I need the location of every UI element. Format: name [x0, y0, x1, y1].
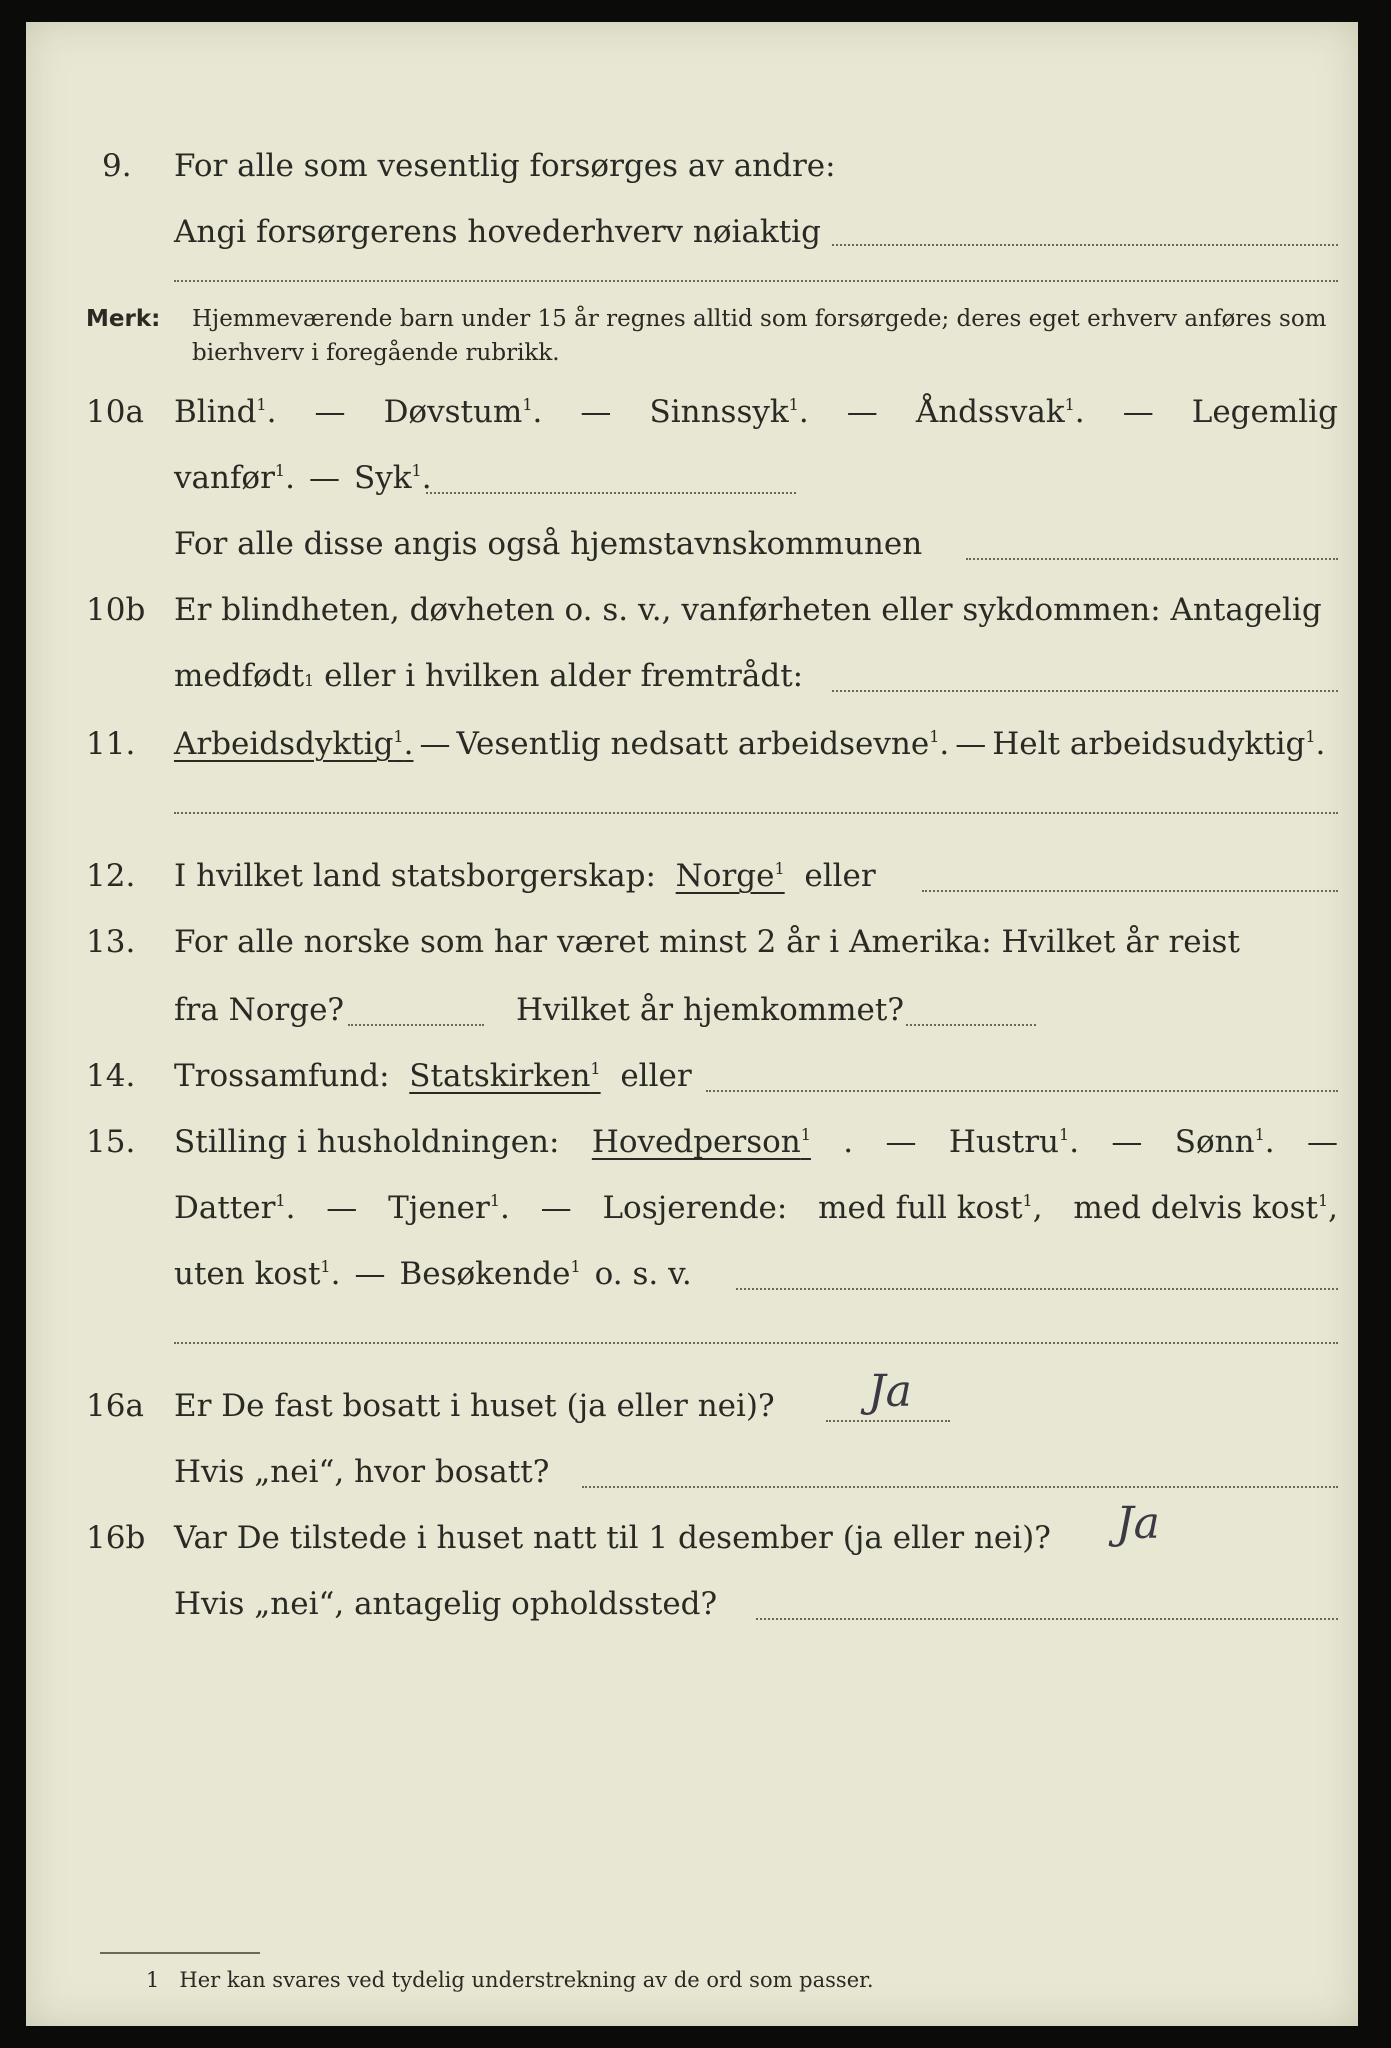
- answer-line[interactable]: [832, 690, 1338, 692]
- question-text: Er De fast bosatt i huset (ja eller nei)?: [174, 1388, 775, 1424]
- question-number: 12.: [86, 858, 136, 894]
- answer-line[interactable]: [582, 1486, 1338, 1488]
- question-13-line2: [26, 988, 1358, 1032]
- question-16a-line1: [26, 1384, 1358, 1428]
- question-number: 13.: [86, 924, 136, 960]
- question-text: Trossamfund: Statskirken$^1$ eller: [174, 1054, 692, 1098]
- option-dovstum[interactable]: Døvstum$^1$.: [383, 394, 543, 430]
- option-med-full-kost[interactable]: med full kost$^1$,: [818, 1190, 1043, 1226]
- option-arbeidsdyktig[interactable]: Arbeidsdyktig$^1$.: [174, 726, 414, 762]
- question-10a-line1: [26, 390, 1358, 434]
- option-med-delvis-kost[interactable]: med delvis kost$^1$,: [1073, 1190, 1338, 1226]
- question-options: Blind$^1$. — Døvstum$^1$. — Sinnssyk$^1$. — Åndssvak$^1$. — Legemlig: [174, 390, 1338, 434]
- option-norge[interactable]: Norge$^1$: [675, 858, 785, 894]
- question-text: For alle som vesentlig forsørges av andre:: [174, 148, 836, 184]
- merk-label: Merk:: [86, 306, 161, 332]
- question-13-line1: [26, 920, 1358, 964]
- question-options: uten kost$^1$. — Besøkende$^1$ o. s. v.: [174, 1252, 692, 1296]
- option-besokende[interactable]: Besøkende$^1$: [399, 1256, 581, 1292]
- option-statskirken[interactable]: Statskirken$^1$: [409, 1058, 601, 1094]
- question-15-line1: [26, 1120, 1358, 1164]
- question-9-line1: [26, 144, 1358, 188]
- option-blind[interactable]: Blind$^1$.: [174, 394, 277, 430]
- question-text: Er blindheten, døvheten o. s. v., vanførheten eller sykdommen: Antagelig: [174, 592, 1322, 628]
- question-number: 10a: [86, 394, 144, 430]
- question-text: Hvis „nei“, antagelig opholdssted?: [174, 1586, 718, 1622]
- option-datter[interactable]: Datter$^1$.: [174, 1190, 296, 1226]
- option-tjener[interactable]: Tjener$^1$.: [388, 1190, 510, 1226]
- question-options: Datter$^1$. — Tjener$^1$. — Losjerende: med full kost$^1$, med delvis kost$^1$,: [174, 1186, 1338, 1230]
- answer-line[interactable]: [348, 1024, 484, 1026]
- merk-note: [86, 302, 1346, 366]
- option-sonn[interactable]: Sønn$^1$.: [1174, 1124, 1275, 1160]
- answer-line[interactable]: [756, 1618, 1338, 1620]
- question-number: 16a: [86, 1388, 144, 1424]
- footnote-rule: [100, 1952, 260, 1954]
- question-text: Angi forsørgerens hovederhverv nøiaktig: [174, 214, 821, 250]
- option-vesentlig-nedsatt[interactable]: Vesentlig nedsatt arbeidsevne$^1$.: [456, 726, 950, 762]
- answer-line[interactable]: [826, 1420, 950, 1422]
- option-sinnssyk[interactable]: Sinnssyk$^1$.: [649, 394, 809, 430]
- question-10b-line1: [26, 588, 1358, 632]
- question-15-line2: [26, 1186, 1358, 1230]
- question-options: vanfør$^1$. — Syk$^1$.: [174, 456, 432, 500]
- answer-line[interactable]: [736, 1288, 1338, 1290]
- option-hovedperson[interactable]: Hovedperson$^1$: [591, 1124, 811, 1160]
- question-text: For alle norske som har været minst 2 år i Amerika: Hvilket år reist: [174, 924, 1240, 960]
- question-text: Hvilket år hjemkommet?: [516, 992, 904, 1028]
- question-number: 14.: [86, 1058, 136, 1094]
- question-number: 10b: [86, 592, 146, 628]
- footnote-text: Her kan svares ved tydelig understrekning av de ord som passer.: [179, 1968, 874, 1992]
- question-number: 9.: [102, 148, 132, 184]
- answer-line[interactable]: [832, 244, 1338, 246]
- question-number: 16b: [86, 1520, 146, 1556]
- option-syk[interactable]: Syk$^1$.: [353, 460, 432, 496]
- handwritten-answer-16b[interactable]: Ja: [1116, 1498, 1160, 1549]
- footnote: [146, 1968, 874, 1992]
- answer-line[interactable]: [174, 812, 1338, 814]
- question-number: 15.: [86, 1124, 136, 1160]
- answer-line[interactable]: [966, 558, 1338, 560]
- question-number: 11.: [86, 726, 136, 762]
- answer-line[interactable]: [706, 1090, 1338, 1092]
- answer-line[interactable]: [174, 280, 1338, 282]
- answer-line[interactable]: [906, 1024, 1036, 1026]
- option-helt-arbeidsudyktig[interactable]: Helt arbeidsudyktig$^1$.: [992, 726, 1326, 762]
- form-page: [26, 22, 1358, 2026]
- answer-line[interactable]: [426, 492, 796, 494]
- footnote-marker: 1: [146, 1968, 160, 1992]
- option-andssvak[interactable]: Åndssvak$^1$.: [915, 394, 1085, 430]
- handwritten-answer-16a[interactable]: Ja: [868, 1366, 912, 1417]
- option-vanfor[interactable]: vanfør$^1$.: [174, 460, 295, 496]
- question-text: medfødt 1 eller i hvilken alder fremtrådt:: [174, 658, 804, 694]
- option-legemlig[interactable]: Legemlig: [1191, 394, 1338, 430]
- question-9-line2: [26, 210, 1358, 254]
- merk-text: Hjemmeværende barn under 15 år regnes alltid som forsørgede; deres eget erhverv anføres som bierhverv i foregående rubrikk.: [192, 306, 1327, 366]
- question-text: I hvilket land statsborgerskap: Norge$^1$ eller: [174, 854, 876, 898]
- question-text: fra Norge?: [174, 992, 345, 1028]
- question-text: Hvis „nei“, hvor bosatt?: [174, 1454, 550, 1490]
- answer-line[interactable]: [922, 890, 1338, 892]
- question-text: For alle disse angis også hjemstavnskommunen: [174, 526, 923, 562]
- question-options: Stilling i husholdningen: Hovedperson$^1$ . — Hustru$^1$. — Sønn$^1$. —: [174, 1120, 1338, 1164]
- question-options: Arbeidsdyktig$^1$. — Vesentlig nedsatt arbeidsevne$^1$. — Helt arbeidsudyktig$^1$.: [174, 722, 1325, 766]
- option-hustru[interactable]: Hustru$^1$.: [948, 1124, 1080, 1160]
- option-uten-kost[interactable]: uten kost$^1$.: [174, 1256, 341, 1292]
- question-text: Var De tilstede i huset natt til 1 desember (ja eller nei)?: [174, 1520, 1051, 1556]
- question-11-line1: [26, 722, 1358, 766]
- answer-line[interactable]: [174, 1342, 1338, 1344]
